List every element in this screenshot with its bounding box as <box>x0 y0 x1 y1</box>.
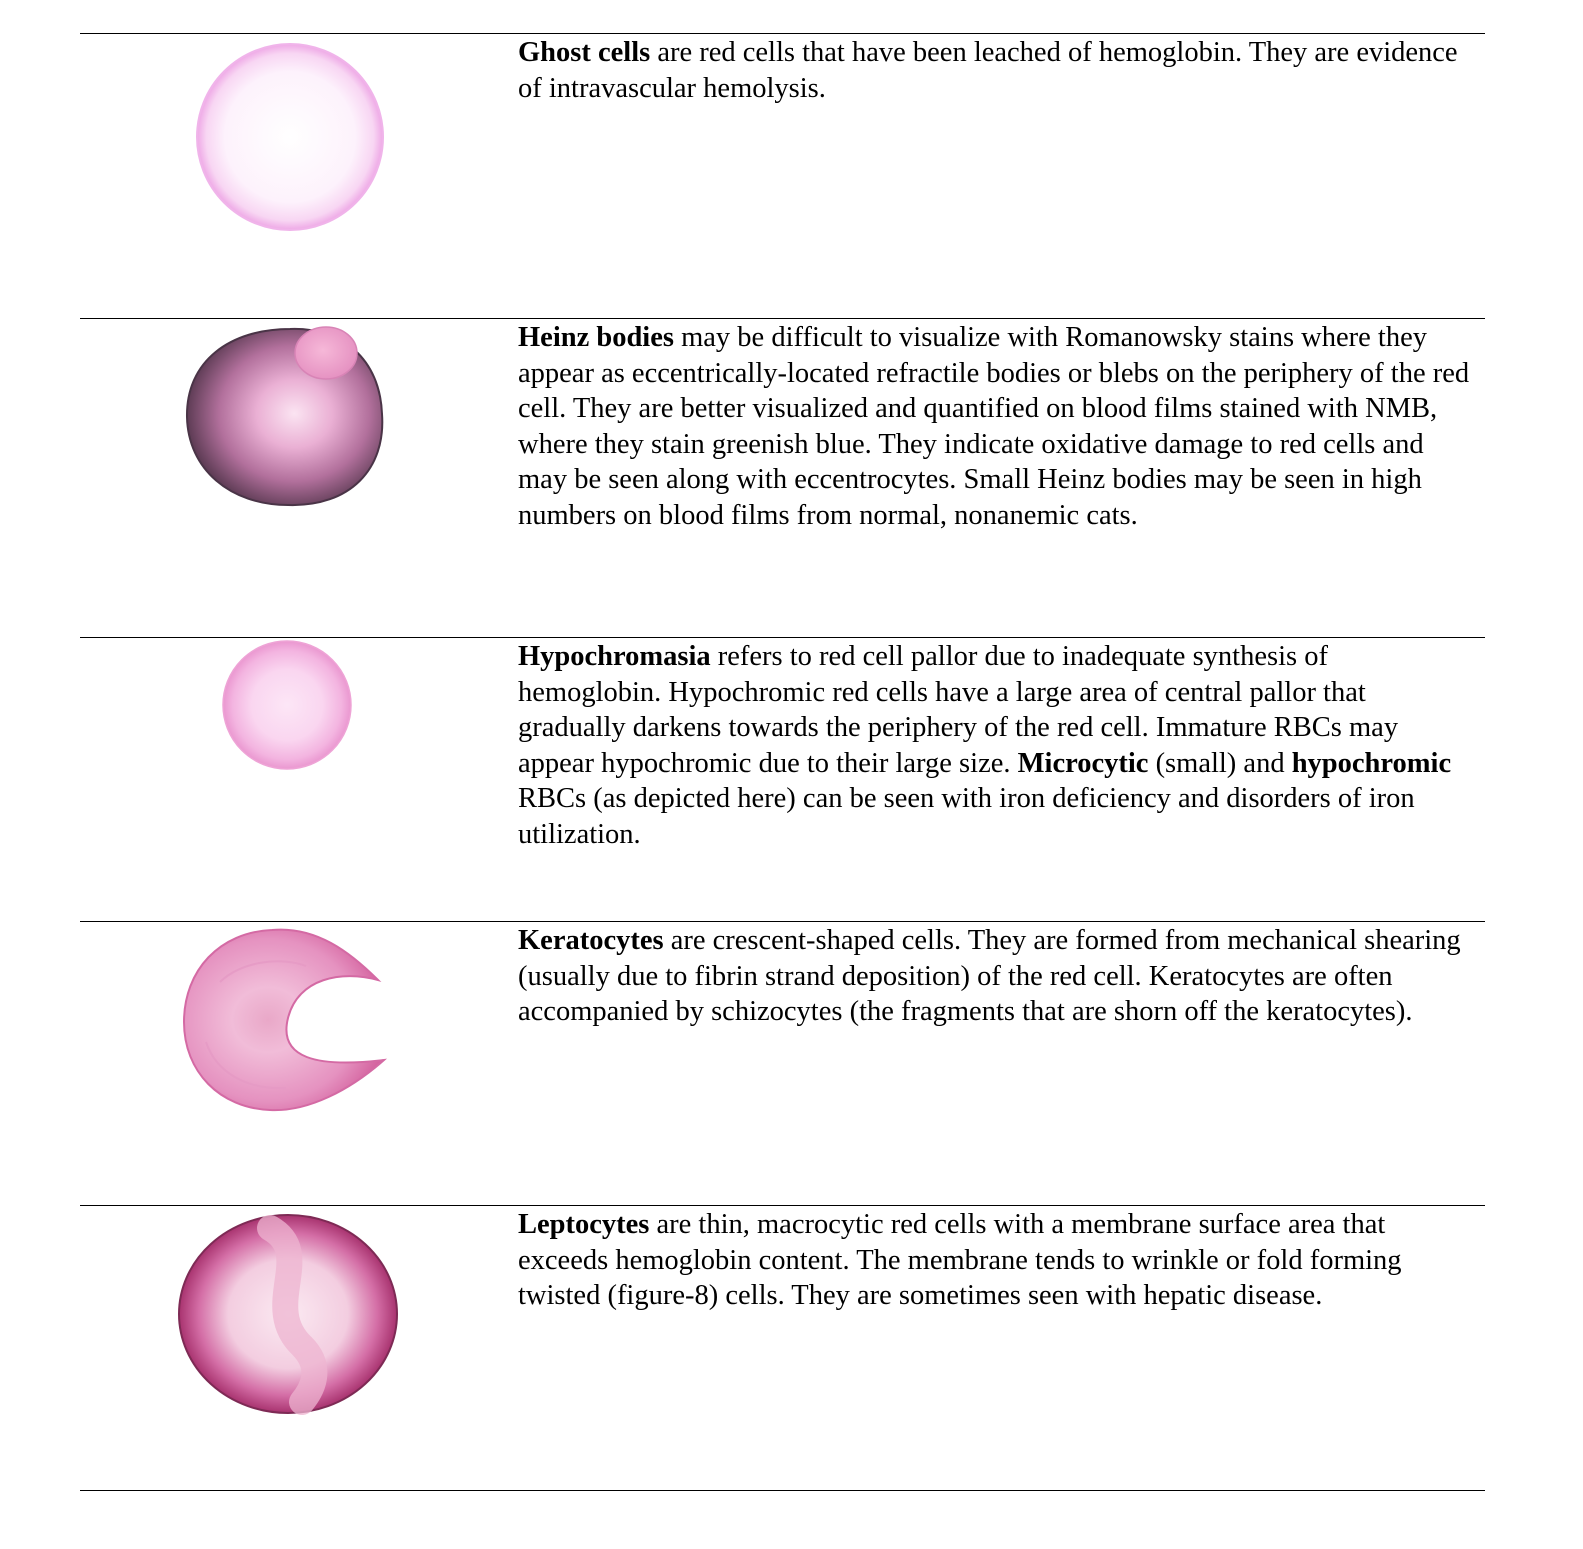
heinz-body-cell-icon <box>80 319 510 637</box>
table-row-hypochromasia <box>80 638 1485 921</box>
entry-term-secondary: hypochromic <box>1291 747 1452 779</box>
entry-text: are crescent-shaped cells. They are formed from mechanical shearing (usually due to fibrin strand deposition) of the red cell. Keratocytes are often accompanied by schizocytes (the fragments that are shorn off the keratocytes). <box>518 925 1461 1028</box>
ghost-cell-illustration <box>80 34 510 314</box>
entry-text: RBCs (as depicted here) can be seen with iron deficiency and disorders of iron utilization. <box>518 783 1415 850</box>
leptocyte-icon <box>80 1206 510 1490</box>
entry-description <box>518 923 1473 1030</box>
entry-term: Leptocytes <box>518 1209 650 1240</box>
entry-term: Keratocytes <box>518 925 664 956</box>
table-row-ghost-cells <box>80 34 1485 318</box>
table-row-keratocytes <box>80 922 1485 1205</box>
keratocyte-illustration <box>80 922 510 1202</box>
entry-text: refers to red cell pallor due to inadequate synthesis of hemoglobin. Hypochromic red cells have a large area of central pallor that gradually darkens towards the periphery of the red cell. Immature RBCs may appear hypochromic due to their large size. <box>518 641 1399 779</box>
hypochromic-cell-icon <box>80 638 510 921</box>
entry-text: are thin, macrocytic red cells with a membrane surface area that exceeds hemoglobin content. The membrane tends to wrinkle or fold forming twisted (figure-8) cells. They are sometimes seen with hepatic disease. <box>518 1209 1402 1312</box>
entry-text: (small) and <box>1148 747 1292 779</box>
entry-term: Heinz bodies <box>518 322 674 353</box>
keratocyte-icon <box>80 922 510 1205</box>
entry-term: Ghost cells <box>518 37 651 68</box>
table-row-leptocytes <box>80 1206 1485 1490</box>
entry-description <box>518 35 1473 106</box>
entry-description <box>518 639 1473 853</box>
hypochromic-cell-illustration <box>80 638 510 918</box>
entry-description <box>518 320 1473 534</box>
leptocyte-illustration <box>80 1206 510 1486</box>
heinz-body-illustration <box>80 319 510 599</box>
entry-term-secondary: Microcytic <box>1017 747 1149 779</box>
table-rule <box>80 1490 1485 1491</box>
entry-term: Hypochromasia <box>518 641 711 672</box>
table-row-heinz-bodies <box>80 319 1485 637</box>
entry-text: are red cells that have been leached of hemoglobin. They are evidence of intravascular hemolysis. <box>518 37 1458 104</box>
entry-text: may be difficult to visualize with Romanowsky stains where they appear as eccentrically-located refractile bodies or blebs on the periphery of the red cell. They are better visualized and quantified on blood films stained with NMB, where they stain greenish blue. They indicate oxidative damage to red cells and may be seen along with eccentrocytes. Small Heinz bodies may be seen in high numbers on blood films from normal, nonanemic cats. <box>518 322 1470 531</box>
ghost-cell-icon <box>80 34 510 318</box>
entry-description <box>518 1207 1473 1314</box>
